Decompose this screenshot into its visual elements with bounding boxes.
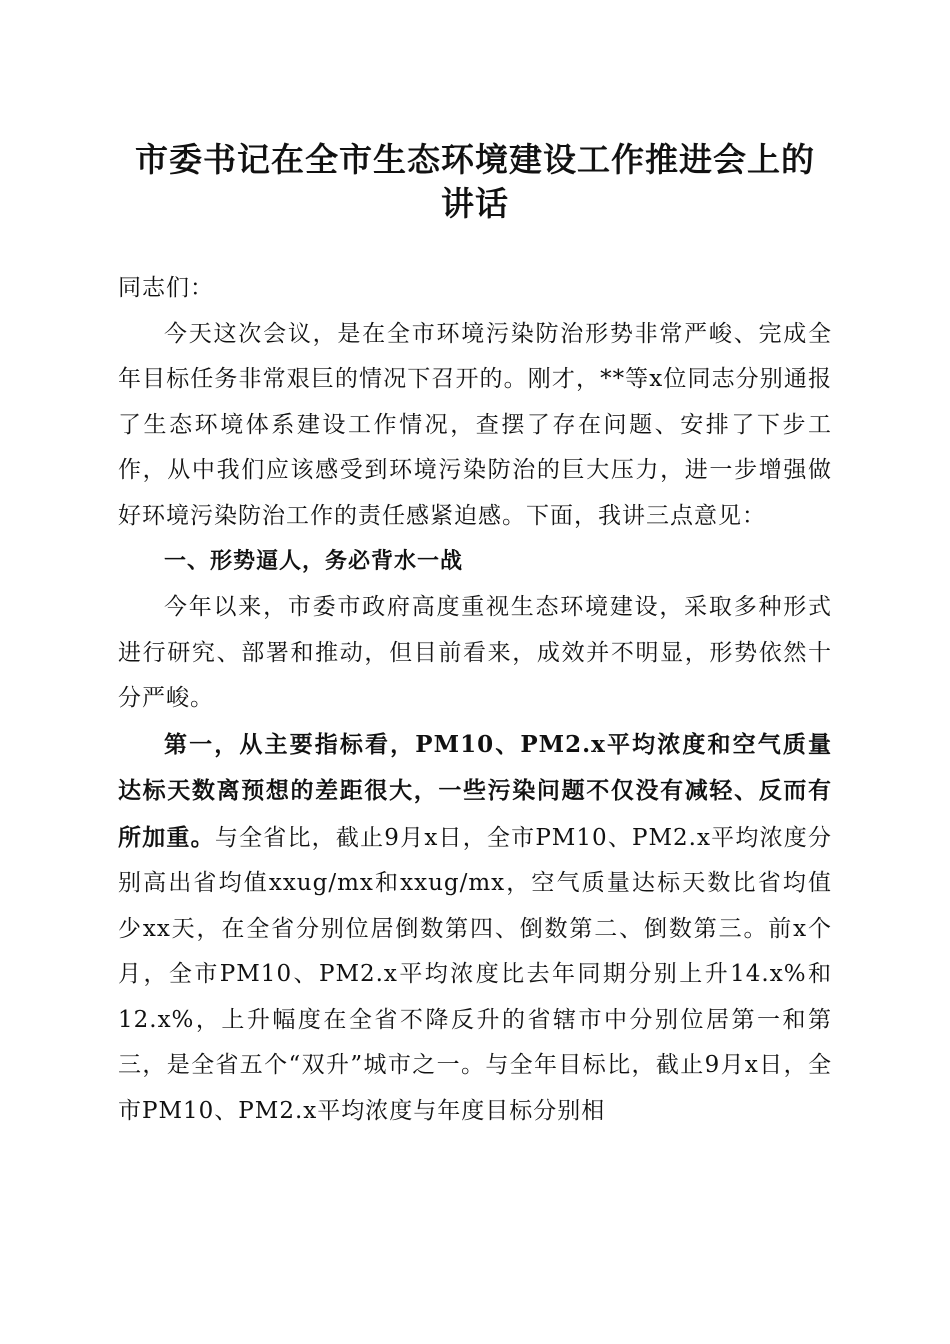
point-1-lead: 第一，从主要指标看，PM10、PM2.x平均浓度和空气质量达标天数离预想的差距很大，一些污染问题不仅没有减轻、反而有所加重。 xyxy=(118,730,832,851)
section-1-paragraph: 今年以来，市委市政府高度重视生态环境建设，采取多种形式进行研究、部署和推动，但目前看来，成效并不明显，形势依然十分严峻。 xyxy=(118,594,832,711)
document-title xyxy=(118,138,832,226)
section-heading-1: 一、形势逼人，务必背水一战 xyxy=(164,549,464,574)
document-body xyxy=(118,266,832,1134)
point-1-rest: 与全省比，截止9月x日，全市PM10、PM2.x平均浓度分别高出省均值xxug/mx和xxug/mx，空气质量达标天数比省均值少xx天，在全省分别位居倒数第四、倒数第二、倒数第三。前x个月，全市PM10、PM2.x平均浓度比去年同期分别上升14.x%和12.x%，上升幅度在全省不降反升的省辖市中分别位居第一和第三，是全省五个“双升”城市之一。与全年目标比，截止9月x日，全市PM10、PM2.x平均浓度与年度目标分别相 xyxy=(118,824,832,1124)
salutation: 同志们： xyxy=(118,275,214,301)
document-page xyxy=(118,0,832,1134)
title-line-1: 市委书记在全市生态环境建设工作推进会上的 xyxy=(135,140,815,179)
title-line-2: 讲话 xyxy=(441,184,509,223)
point-1-paragraph xyxy=(118,722,832,1135)
opening-paragraph: 今天这次会议，是在全市环境污染防治形势非常严峻、完成全年目标任务非常艰巨的情况下召开的。刚才，**等x位同志分别通报了生态环境体系建设工作情况，查摆了存在问题、安排了下步工作，从中我们应该感受到环境污染防治的巨大压力，进一步增强做好环境污染防治工作的责任感紧迫感。下面，我讲三点意见： xyxy=(118,320,832,529)
